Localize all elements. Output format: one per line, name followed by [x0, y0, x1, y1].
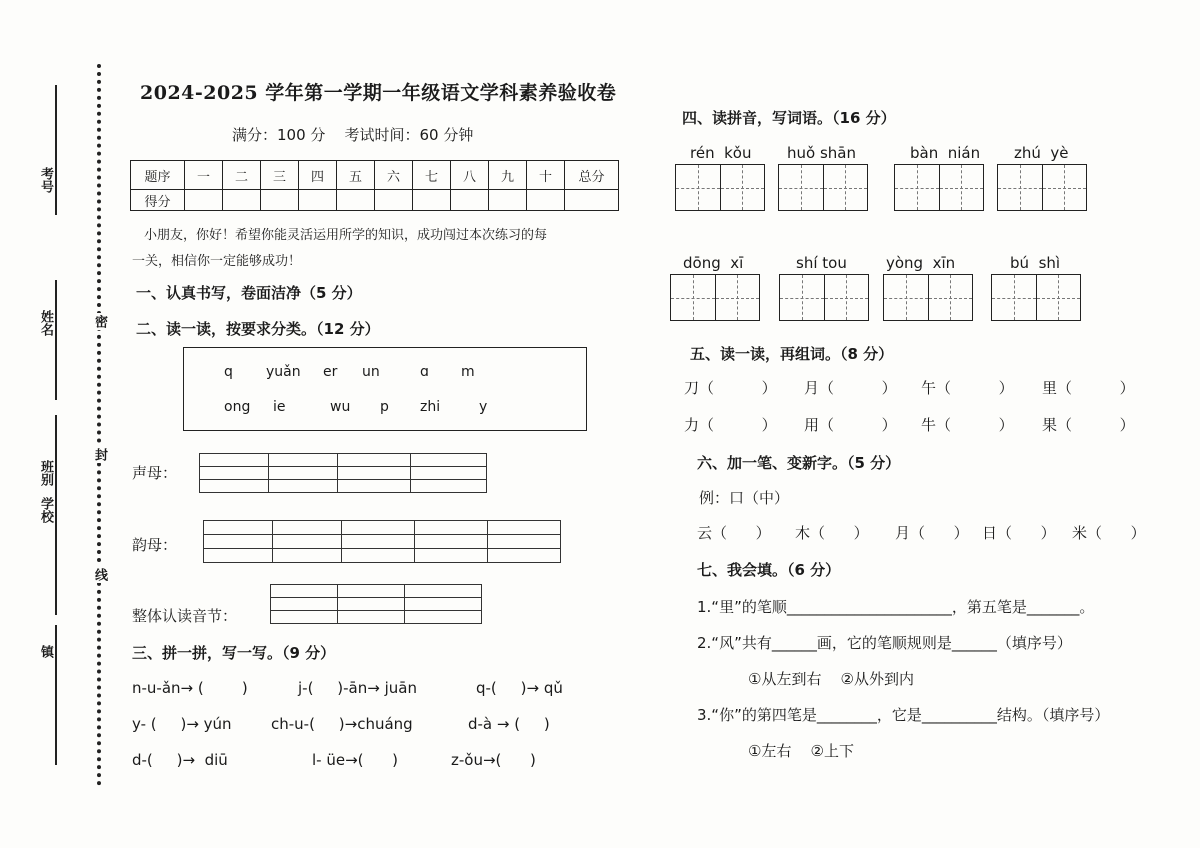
seal-dotted-line [97, 64, 101, 786]
pinyin-box [183, 347, 587, 431]
score-head-cell: 三 [261, 161, 299, 190]
exam-number-line [55, 85, 57, 215]
intro-line-2: 一关，相信你一定能够成功！ [132, 254, 302, 269]
score-head-cell: 五 [337, 161, 375, 190]
add-stroke-item[interactable]: 月（ ） [895, 524, 969, 542]
score-cell[interactable] [337, 190, 375, 211]
pinyin-item: wu [330, 399, 351, 415]
score-head-cell: 九 [489, 161, 527, 190]
score-cell[interactable] [489, 190, 527, 211]
score-header-row [131, 161, 619, 190]
word-group-item[interactable]: 刀（ ） [684, 379, 777, 397]
section-1-title: 一、认真书写，卷面洁净（5 分） [136, 284, 362, 302]
score-head-cell: 七 [413, 161, 451, 190]
class-school-line [55, 415, 57, 615]
shengmu-answer-grid[interactable] [199, 453, 487, 493]
tianzige-answer[interactable] [883, 274, 973, 321]
score-cell[interactable] [223, 190, 261, 211]
spell-item[interactable]: l- üe→( ) [312, 751, 398, 769]
pinyin-label: shí tou [796, 254, 847, 272]
spell-item[interactable]: ch-u-( )→chuáng [271, 715, 413, 733]
word-group-item[interactable]: 里（ ） [1042, 379, 1135, 397]
pinyin-item: un [362, 364, 380, 380]
pinyin-item: m [461, 364, 475, 380]
example-text: 例：口（中） [699, 489, 790, 507]
section-5-title: 五、读一读，再组词。（8 分） [690, 345, 894, 363]
score-head-cell: 总分 [565, 161, 619, 190]
score-head-cell: 四 [299, 161, 337, 190]
pinyin-label: zhú yè [1014, 144, 1069, 162]
spell-item[interactable]: q-( )→ qǔ [476, 679, 563, 697]
pinyin-label: yòng xīn [886, 254, 956, 272]
word-group-item[interactable]: 午（ ） [921, 379, 1014, 397]
word-group-item[interactable]: 果（ ） [1042, 416, 1135, 434]
pinyin-label: huǒ shān [787, 144, 856, 162]
pinyin-item: er [323, 364, 338, 380]
tianzige-answer[interactable] [779, 274, 869, 321]
pinyin-label: rén kǒu [690, 144, 752, 162]
tianzige-answer[interactable] [997, 164, 1087, 211]
binding-margin [0, 0, 115, 848]
tianzige-answer[interactable] [778, 164, 868, 211]
word-group-item[interactable]: 月（ ） [804, 379, 897, 397]
pinyin-item: q [224, 364, 233, 380]
pinyin-label: bú shì [1010, 254, 1061, 272]
spell-item[interactable]: z-ǒu→( ) [451, 751, 536, 769]
pinyin-item: ie [273, 399, 286, 415]
name-label: 姓名 [38, 310, 53, 336]
class-label: 班别 [38, 460, 53, 486]
score-head-cell: 一 [185, 161, 223, 190]
section-6-title: 六、加一笔、变新字。（5 分） [697, 454, 901, 472]
pinyin-item: yuǎn [266, 364, 301, 380]
pinyin-item: y [479, 399, 488, 415]
score-cell[interactable] [413, 190, 451, 211]
exam-number-label: 考号 [38, 167, 53, 193]
tianzige-answer[interactable] [894, 164, 984, 211]
town-label: 镇 [38, 645, 53, 658]
pinyin-label: bàn nián [910, 144, 981, 162]
seal-mi-label: 密 [92, 315, 107, 328]
pinyin-item: ɑ [420, 364, 429, 380]
score-head-cell: 二 [223, 161, 261, 190]
score-cell[interactable] [185, 190, 223, 211]
score-cell[interactable] [565, 190, 619, 211]
score-cell[interactable] [375, 190, 413, 211]
pinyin-label: dōng xī [683, 254, 744, 272]
shengmu-label: 声母： [132, 464, 178, 482]
seal-xian-label: 线 [92, 568, 107, 581]
score-head-cell: 题序 [131, 161, 185, 190]
exam-title: 2024-2025 学年第一学期一年级语文学科素养验收卷 [140, 82, 617, 104]
add-stroke-item[interactable]: 米（ ） [1072, 524, 1146, 542]
tianzige-answer[interactable] [991, 274, 1081, 321]
pinyin-item: p [380, 399, 389, 415]
spell-item[interactable]: y- ( )→ yún [132, 715, 232, 733]
word-group-item[interactable]: 牛（ ） [921, 416, 1014, 434]
score-table [130, 160, 619, 211]
school-label: 学校 [38, 497, 53, 523]
add-stroke-item[interactable]: 云（ ） [697, 524, 771, 542]
section-3-title: 三、拼一拼，写一写。（9 分） [132, 644, 336, 662]
score-cell[interactable] [299, 190, 337, 211]
fill-question-2[interactable]: 2.“风”共有______画，它的笔顺规则是______（填序号） [697, 634, 1072, 652]
score-cell[interactable] [261, 190, 299, 211]
spell-item[interactable]: d-à → ( ) [468, 715, 550, 733]
tianzige-answer[interactable] [675, 164, 765, 211]
name-line [55, 280, 57, 400]
fill-question-3-options: ①左右 ②上下 [748, 742, 854, 760]
yunmu-answer-grid[interactable] [203, 520, 561, 563]
score-cell[interactable] [451, 190, 489, 211]
score-value-row [131, 190, 619, 211]
score-head-cell: 十 [527, 161, 565, 190]
spell-item[interactable]: d-( )→ diū [132, 751, 228, 769]
fill-question-3[interactable]: 3.“你”的第四笔是________，它是__________结构。（填序号） [697, 706, 1110, 724]
fill-question-1[interactable]: 1.“里”的笔顺______________________，第五笔是_______。 [697, 598, 1095, 616]
zhengti-answer-grid[interactable] [270, 584, 482, 624]
add-stroke-item[interactable]: 日（ ） [982, 524, 1056, 542]
score-head-cell: 六 [375, 161, 413, 190]
word-group-item[interactable]: 力（ ） [684, 416, 777, 434]
seal-feng-label: 封 [92, 448, 107, 461]
word-group-item[interactable]: 用（ ） [804, 416, 897, 434]
zhengti-label: 整体认读音节： [132, 607, 238, 625]
section-7-title: 七、我会填。（6 分） [697, 561, 841, 579]
score-row-label: 得分 [131, 190, 185, 211]
yunmu-label: 韵母： [132, 536, 178, 554]
add-stroke-item[interactable]: 木（ ） [795, 524, 869, 542]
fill-question-2-options: ①从左到右 ②从外到内 [748, 670, 914, 688]
intro-line-1: 小朋友，你好！希望你能灵活运用所学的知识，成功闯过本次练习的每 [144, 228, 548, 243]
score-cell[interactable] [527, 190, 565, 211]
town-line [55, 625, 57, 765]
pinyin-item: zhi [420, 399, 441, 415]
section-2-title: 二、读一读，按要求分类。（12 分） [136, 320, 380, 338]
spell-item[interactable]: n-u-ǎn→ ( ) [132, 679, 248, 697]
exam-subtitle: 满分：100 分 考试时间：60 分钟 [232, 126, 474, 144]
section-4-title: 四、读拼音，写词语。（16 分） [682, 109, 896, 127]
score-head-cell: 八 [451, 161, 489, 190]
tianzige-answer[interactable] [670, 274, 760, 321]
pinyin-item: ong [224, 399, 251, 415]
spell-item[interactable]: j-( )-ān→ juān [298, 679, 417, 697]
